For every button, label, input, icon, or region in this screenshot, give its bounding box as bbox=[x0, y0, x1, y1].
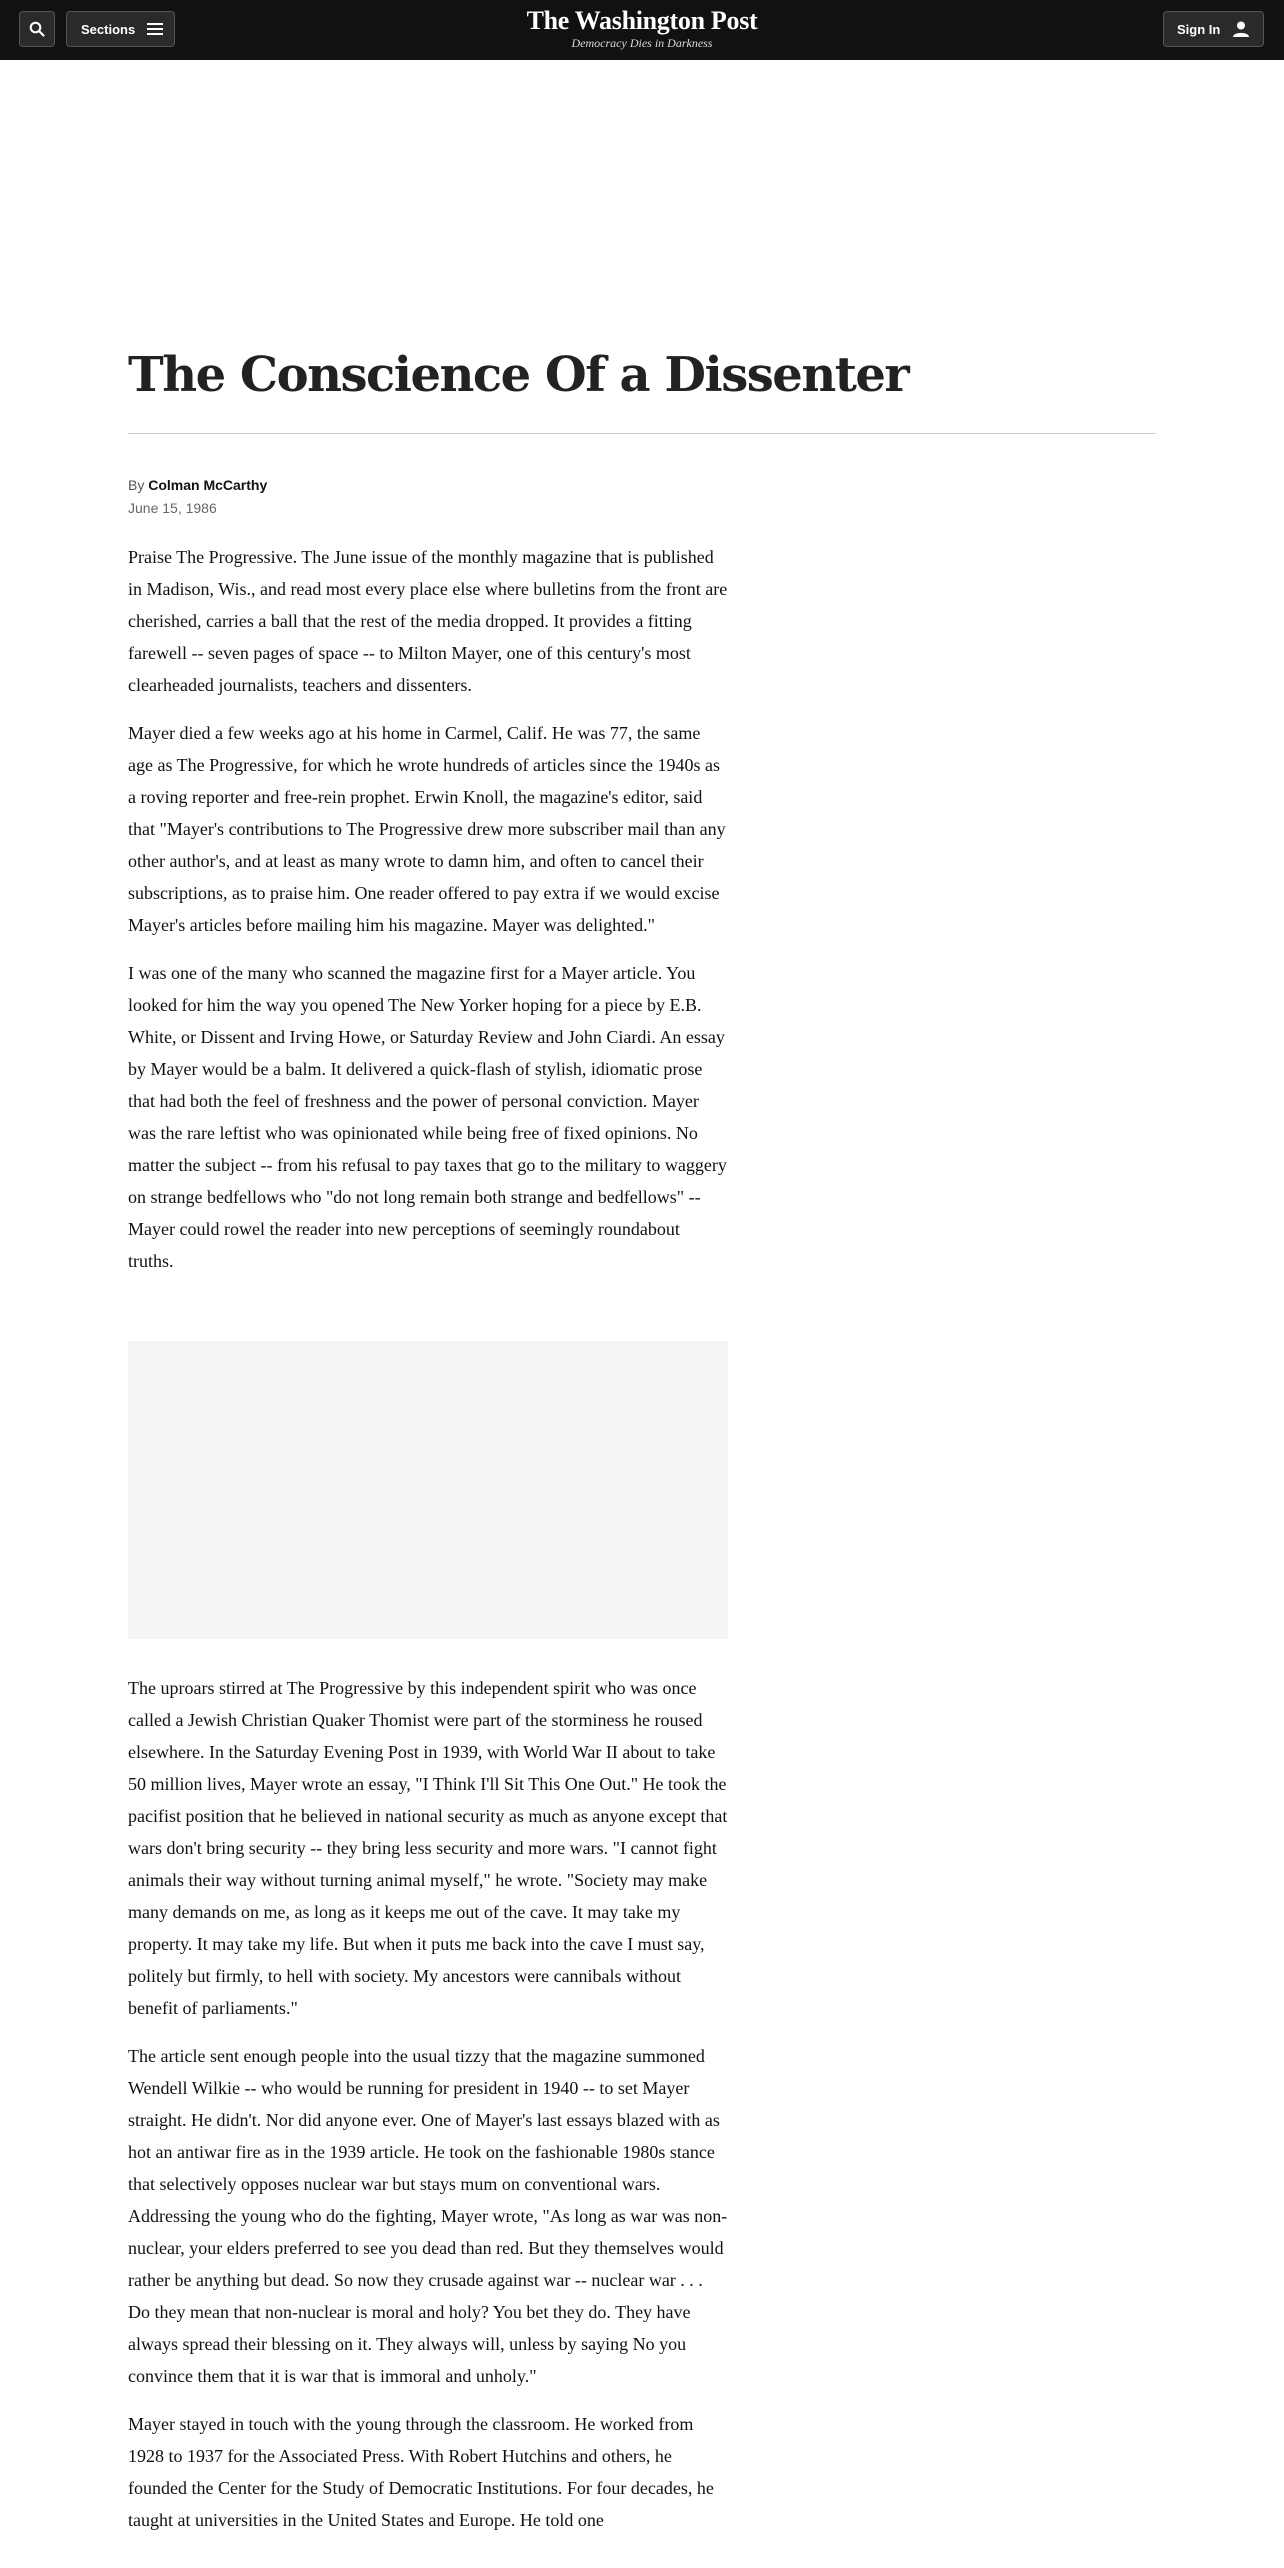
article-body-bottom bbox=[128, 1672, 728, 2552]
sign-in-label: Sign In bbox=[1177, 21, 1221, 37]
article-paragraph: Mayer stayed in touch with the young through the classroom. He worked from 1928 to 1937 for the Associated Press. With Robert Hutchins and others, he founded the Center for the Study of Democratic Institutions. For four decades, he taught at universities in the United States and Europe. He told one bbox=[128, 2414, 714, 2530]
inline-ad-placeholder bbox=[128, 1341, 728, 1639]
top-navigation-bar bbox=[0, 0, 1284, 60]
person-icon bbox=[1232, 21, 1250, 37]
article-paragraph: The uproars stirred at The Progressive by this independent spirit who was once called a Jewish Christian Quaker Thomist were part of the storminess he roused elsewhere. In the Saturday Evening Post in 1939, with World War II about to take 50 million lives, Mayer wrote an essay, "I Think I'll Sit This One Out." He took the pacifist position that he believed in national security as much as anyone except that wars don't bring security -- they bring less security and more wars. "I cannot fight animals their way without turning animal myself," he wrote. "Society may make many demands on me, as long as it keeps me out of the cave. It may take my property. It may take my life. But when it puts me back into the cave I must say, politely but firmly, to hell with society. My ancestors were cannibals without benefit of parliaments." bbox=[128, 1678, 728, 2018]
article-body-top bbox=[128, 541, 728, 1293]
article-paragraph: Praise The Progressive. The June issue of the monthly magazine that is published in Madison, Wis., and read most every place else where bulletins from the front are cherished, carries a ball that the rest of the media dropped. It provides a fitting farewell -- seven pages of space -- to Milton Mayer, one of this century's most clearheaded journalists, teachers and dissenters. bbox=[128, 547, 728, 695]
search-button[interactable] bbox=[19, 11, 55, 47]
site-logo: The Washington Post bbox=[526, 6, 758, 35]
byline bbox=[128, 476, 267, 494]
search-icon bbox=[29, 21, 45, 37]
headline-divider bbox=[128, 433, 1156, 434]
sections-menu-button[interactable] bbox=[66, 11, 175, 47]
article-headline: The Conscience Of a Dissenter bbox=[128, 347, 909, 403]
sections-label: Sections bbox=[81, 21, 136, 37]
author-link[interactable]: Colman McCarthy bbox=[148, 477, 268, 493]
masthead-logo-link[interactable] bbox=[442, 6, 842, 50]
article-paragraph: Mayer died a few weeks ago at his home in Carmel, Calif. He was 77, the same age as The Progressive, for which he wrote hundreds of articles since the 1940s as a roving reporter and free-rein prophet. Erwin Knoll, the magazine's editor, said that "Mayer's contributions to The Progressive drew more subscriber mail than any other author's, and at least as many wrote to damn him, and often to cancel their subscriptions, as to praise him. One reader offered to pay extra if we would excise Mayer's articles before mailing him his magazine. Mayer was delighted." bbox=[128, 723, 726, 935]
hamburger-menu-icon bbox=[147, 22, 163, 36]
article-paragraph: The article sent enough people into the usual tizzy that the magazine summoned Wendell Wilkie -- who would be running for president in 1940 -- to set Mayer straight. He didn't. Nor did anyone ever. One of Mayer's last essays blazed with as hot an antiwar fire as in the 1939 article. He took on the fashionable 1980s stance that selectively opposes nuclear war but stays mum on conventional wars. Addressing the young who do the fighting, Mayer wrote, "As long as war was non-nuclear, your elders preferred to see you dead than red. But they themselves would rather be anything but dead. So now they crusade against war -- nuclear war . . . Do they mean that non-nuclear is moral and holy? You bet they do. They have always spread their blessing on it. They always will, unless by saying No you convince them that it is war that is immoral and unholy." bbox=[128, 2046, 728, 2386]
article-paragraph: I was one of the many who scanned the magazine first for a Mayer article. You looked for him the way you opened The New Yorker hoping for a piece by E.B. White, or Dissent and Irving Howe, or Saturday Review and John Ciardi. An essay by Mayer would be a balm. It delivered a quick-flash of stylish, idiomatic prose that had both the feel of freshness and the power of personal conviction. Mayer was the rare leftist who was opinionated while being free of fixed opinions. No matter the subject -- from his refusal to pay taxes that go to the military to waggery on strange bedfellows who "do not long remain both strange and bedfellows" -- Mayer could rowel the reader into new perceptions of seemingly roundabout truths. bbox=[128, 963, 727, 1271]
site-tagline: Democracy Dies in Darkness bbox=[571, 36, 713, 50]
byline-prefix: By bbox=[128, 477, 145, 493]
publish-date: June 15, 1986 bbox=[128, 500, 217, 516]
sign-in-button[interactable] bbox=[1163, 11, 1264, 47]
